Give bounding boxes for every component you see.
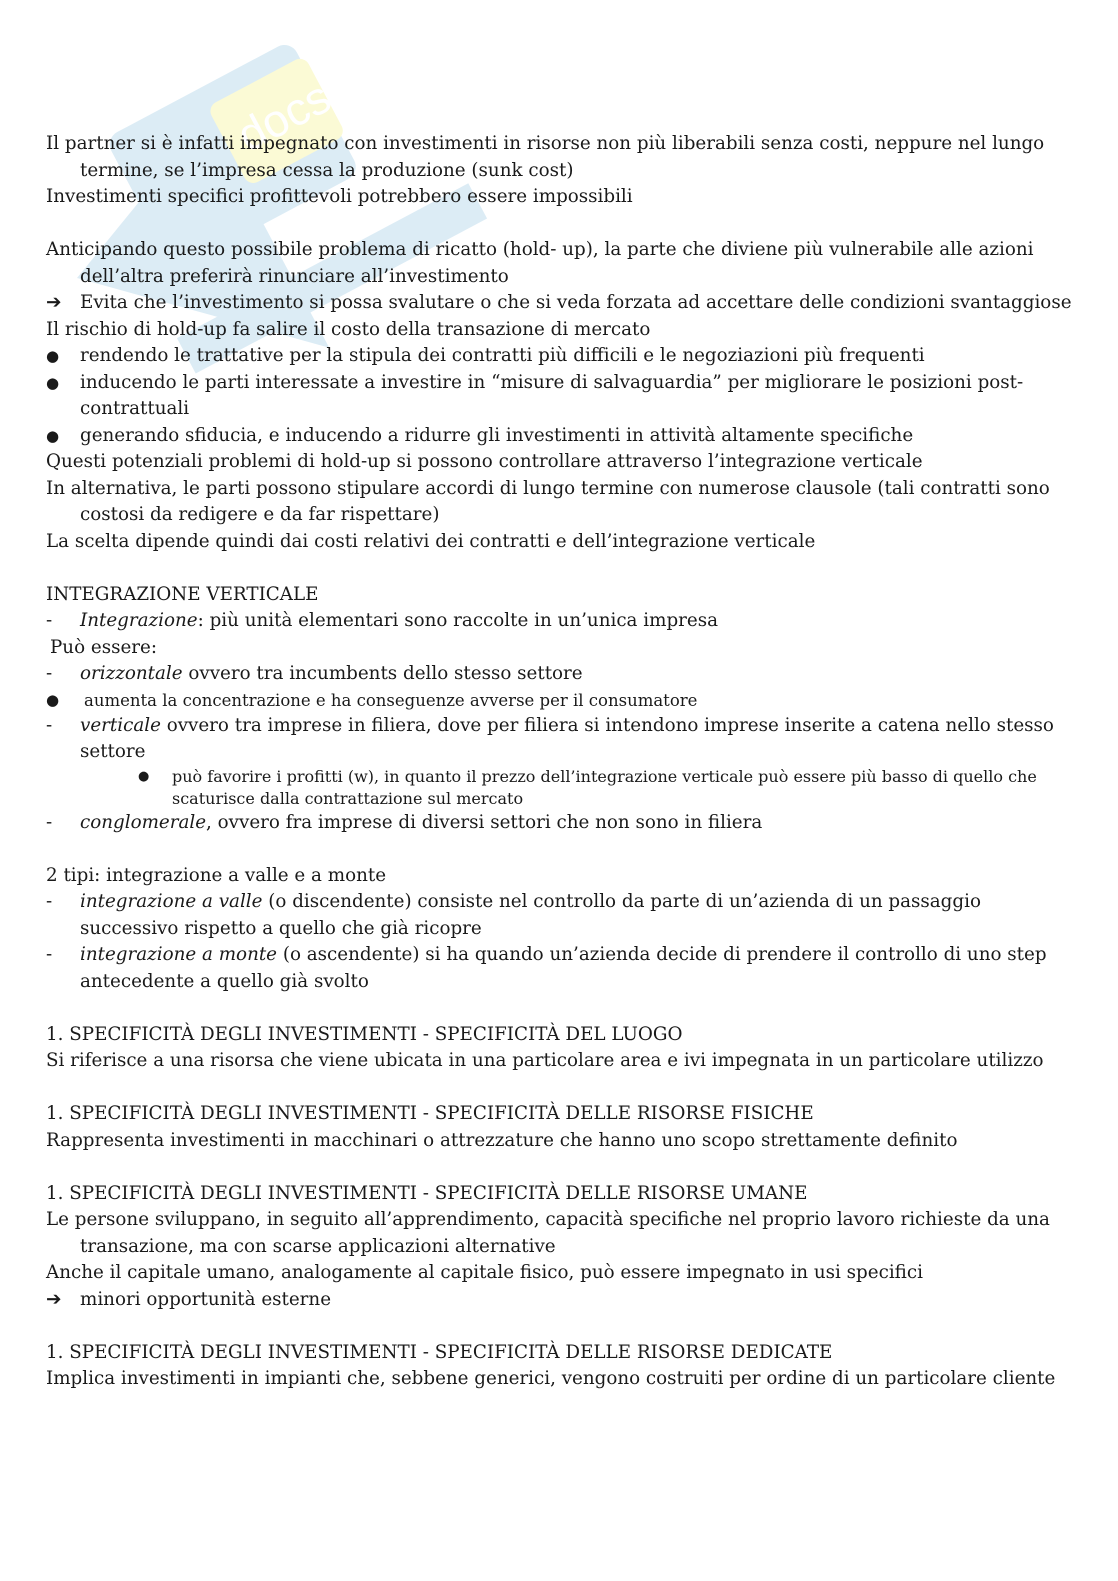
- dash-item-text: , ovvero fra imprese di diversi settori che non sono in filiera: [206, 811, 763, 833]
- arrow-item-text: Evita che l’investimento si possa svalutare o che si veda forzata ad accettare delle condizioni svantaggiose: [80, 292, 1072, 313]
- dash-item-text: (o ascendente) si ha quando un’azienda decide di prendere il controllo di uno step antecedente a quello già svolto: [80, 944, 1047, 992]
- bullet-icon: ●: [46, 347, 60, 365]
- dash-item: [46, 889, 1076, 942]
- paragraph: Implica investimenti in impianti che, sebbene generici, vengono costruiti per ordine di un particolare cliente: [46, 1368, 1056, 1389]
- document-page: [46, 131, 1076, 1393]
- dash-icon: -: [46, 714, 53, 736]
- section-heading: 1. SPECIFICITÀ DEGLI INVESTIMENTI - SPECIFICITÀ DELLE RISORSE FISICHE: [46, 1103, 814, 1124]
- bullet-item-text: rendendo le trattative per la stipula dei contratti più difficili e le negoziazioni più frequenti: [80, 345, 925, 366]
- emphasis: conglomerale: [80, 811, 207, 833]
- section-heading: INTEGRAZIONE VERTICALE: [46, 583, 319, 605]
- paragraph: Rappresenta investimenti in macchinari o attrezzature che hanno uno scopo strettamente definito: [46, 1129, 958, 1151]
- bullet-item-text: inducendo le parti interessate a investire in “misure di salvaguardia” per migliorare le posizioni post-contrattuali: [80, 371, 1024, 419]
- arrow-icon: ➔: [46, 292, 62, 313]
- dash-item-text: ovvero tra incumbents dello stesso settore: [182, 663, 583, 684]
- watermark-brand-text: docsity: [228, 48, 380, 162]
- dash-icon: -: [46, 663, 53, 684]
- emphasis: integrazione a valle: [80, 891, 263, 912]
- sub-bullet-item: [46, 766, 1076, 810]
- paragraph: Il partner si è infatti impegnato con investimenti in risorse non più liberabili senza costi, neppure nel lungo termine, se l’impresa cessa la produzione (sunk cost): [46, 133, 1045, 181]
- dash-item-text: (o discendente) consiste nel controllo da parte di un’azienda di un passaggio successivo rispetto a quello che già ricopre: [80, 891, 981, 939]
- paragraph: Il rischio di hold-up fa salire il costo della transazione di mercato: [46, 318, 651, 340]
- dash-item: [46, 713, 1076, 766]
- bullet-icon: ●: [46, 690, 60, 709]
- paragraph: Può essere:: [50, 636, 158, 658]
- section-heading: 1. SPECIFICITÀ DEGLI INVESTIMENTI - SPECIFICITÀ DEL LUOGO: [46, 1023, 683, 1045]
- emphasis: orizzontale: [80, 663, 183, 684]
- paragraph: 2 tipi: integrazione a valle e a monte: [46, 864, 387, 886]
- bullet-item: [46, 688, 1076, 713]
- dash-item-text: ovvero tra imprese in filiera, dove per filiera si intendono imprese inserite a catena nello stesso settore: [80, 714, 1054, 762]
- emphasis: Integrazione: [80, 610, 198, 631]
- dash-icon: -: [46, 944, 53, 965]
- paragraph: In alternativa, le parti possono stipulare accordi di lungo termine con numerose clausole (tali contratti sono costosi da redigere e da far rispettare): [46, 477, 1050, 525]
- dash-item: [46, 661, 1076, 688]
- paragraph: Anticipando questo possibile problema di ricatto (hold- up), la parte che diviene più vulnerabile alle azioni dell’altra preferirà rinunciare all’investimento: [46, 239, 1034, 287]
- arrow-item: [46, 1287, 1076, 1314]
- sub-bullet-item-text: può favorire i profitti (w), in quanto il prezzo dell’integrazione verticale può essere più basso di quello che scaturisce dalla contrattazione sul mercato: [172, 766, 1037, 808]
- bullet-item: [46, 343, 1076, 370]
- arrow-icon: ➔: [46, 1288, 62, 1310]
- paragraph: Anche il capitale umano, analogamente al capitale fisico, può essere impegnato in usi specifici: [46, 1262, 923, 1283]
- paragraph: Investimenti specifici profittevoli potrebbero essere impossibili: [46, 186, 633, 207]
- dash-item: [46, 608, 1076, 635]
- paragraph: Si riferisce a una risorsa che viene ubicata in una particolare area e ivi impegnata in un particolare utilizzo: [46, 1050, 1044, 1071]
- paragraph: Le persone sviluppano, in seguito all’apprendimento, capacità specifiche nel proprio lavoro richieste da una transazione, ma con scarse applicazioni alternative: [46, 1209, 1050, 1257]
- section-heading: 1. SPECIFICITÀ DEGLI INVESTIMENTI - SPECIFICITÀ DELLE RISORSE UMANE: [46, 1182, 808, 1204]
- dash-item: [46, 942, 1076, 995]
- bullet-icon: ●: [46, 426, 60, 445]
- paragraph: La scelta dipende quindi dai costi relativi dei contratti e dell’integrazione verticale: [46, 530, 816, 552]
- dash-item: [46, 810, 1076, 837]
- dash-icon: -: [46, 610, 53, 631]
- bullet-item: [46, 370, 1076, 423]
- bullet-item-text: generando sfiducia, e inducendo a ridurre gli investimenti in attività altamente specifiche: [80, 424, 914, 446]
- arrow-item-text: minori opportunità esterne: [80, 1288, 332, 1310]
- dash-icon: -: [46, 891, 53, 912]
- emphasis: verticale: [80, 714, 161, 736]
- section-heading: 1. SPECIFICITÀ DEGLI INVESTIMENTI - SPECIFICITÀ DELLE RISORSE DEDICATE: [46, 1341, 833, 1363]
- paragraph: Questi potenziali problemi di hold-up si possono controllare attraverso l’integrazione verticale: [46, 451, 923, 472]
- emphasis: integrazione a monte: [80, 944, 278, 965]
- bullet-item: [46, 423, 1076, 450]
- arrow-item: [46, 290, 1076, 317]
- dash-icon: -: [46, 811, 53, 833]
- bullet-icon: ●: [138, 768, 150, 784]
- dash-item-text: : più unità elementari sono raccolte in un’unica impresa: [197, 610, 718, 631]
- bullet-icon: ●: [46, 373, 60, 392]
- bullet-item-text: aumenta la concentrazione e ha conseguenze avverse per il consumatore: [84, 690, 698, 710]
